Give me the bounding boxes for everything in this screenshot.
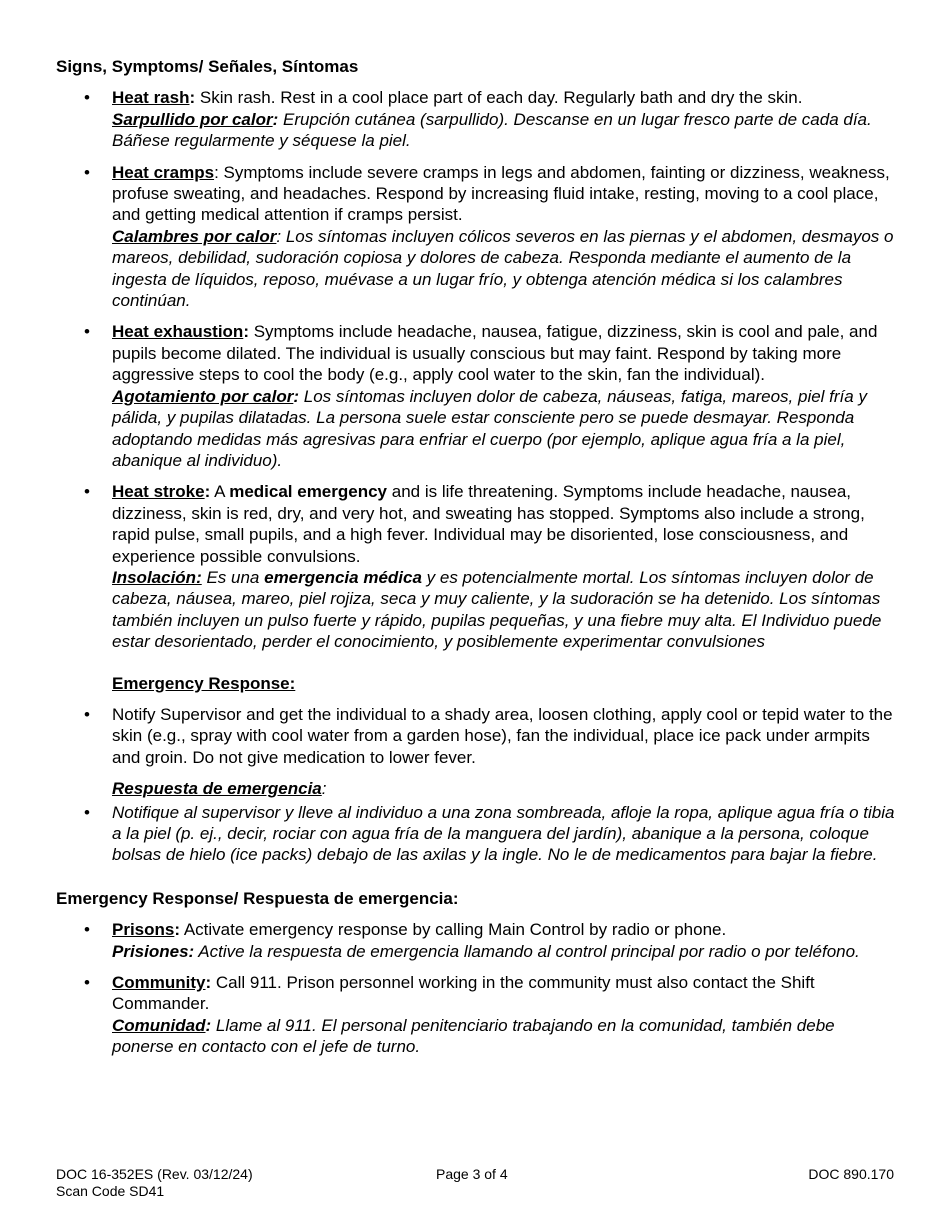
agotamiento-term: Agotamiento por calor — [112, 386, 294, 406]
prisiones-term: Prisiones: — [112, 941, 195, 961]
list-item-er-spanish — [56, 802, 896, 866]
signs-heading: Signs, Symptoms/ Señales, Síntomas — [56, 57, 359, 76]
calambres-text: : Los síntomas incluyen cólicos severos en las piernas y el abdomen, desmayos o mareos, debilidad, sudoración copiosa y dolores de cabeza. Responda mediante el aumento de la ingesta de líquidos, reposo, muévase a un lugar frío, y obtenga atención médica si los calambres continúan. — [112, 226, 894, 311]
prisons-text: Activate emergency response by calling Main Control by radio or phone. — [180, 920, 727, 940]
er-english-text: Notify Supervisor and get the individual to a shady area, loosen clothing, apply cool or tepid water to the skin (e.g., spray with cool water from a garden hose), fan the individual, place ice pack under armpits and groin. Do not give medication to lower fever. — [112, 704, 893, 767]
community-text: Call 911. Prison personnel working in the community must also contact the Shift Commander. — [112, 973, 815, 1014]
prisiones-text: Active la respuesta de emergencia llamando al control principal por radio o por teléfono. — [194, 941, 860, 961]
heat-stroke-colon: : — [204, 482, 211, 502]
policy-number: DOC 890.170 — [808, 1166, 894, 1182]
insolacion-text: y es potencialmente mortal. Los síntomas incluyen dolor de cabeza, náusea, mareo, piel rojiza, seca y muy caliente, y la sudoración se ha detenido. Los síntomas también incluyen un pulso fuerte y rápido, pupilas pequeñas, y una fiebre muy alta. El Individuo puede estar desorientado, perder el conocimiento, y posiblemente experimentar convulsiones — [112, 567, 882, 652]
list-item-er-english — [56, 704, 896, 768]
bullet-icon: • — [84, 482, 90, 502]
emergency-response-subheading: Emergency Response: — [112, 673, 296, 693]
bullet-icon: • — [84, 322, 90, 342]
bullet-icon: • — [84, 162, 90, 182]
sarpullido-term: Sarpullido por calor — [112, 109, 273, 129]
prisons-colon: : — [174, 920, 181, 940]
sarpullido-text: Erupción cutánea (sarpullido). Descanse en un lugar fresco parte de cada día. Báñese regularmente y séquese la piel. — [112, 109, 872, 151]
heat-stroke-spanish — [112, 567, 896, 653]
bullet-icon: • — [84, 920, 90, 940]
heat-rash-colon: : — [189, 88, 196, 108]
comunidad-text: Llame al 911. El personal penitenciario trabajando en la comunidad, también debe ponerse en contacto con el jefe de turno. — [112, 1015, 835, 1057]
heat-rash-text: Skin rash. Rest in a cool place part of each day. Regularly bath and dry the skin. — [195, 88, 803, 108]
symptoms-list — [56, 87, 896, 652]
heat-exhaustion-colon: : — [243, 322, 249, 342]
community-term: Community — [112, 973, 206, 993]
list-item-heat-rash — [56, 87, 896, 151]
heat-rash-spanish — [112, 109, 896, 152]
respuesta-colon: : — [321, 779, 327, 799]
er-spanish-text: Notifique al supervisor y lleve al individuo a una zona sombreada, afloje la ropa, aplique agua fría o tibia a la piel (p. ej., decir, rociar con agua fría de la manguera del jardín), abanique a la persona, coloque bolsas de hielo (ice packs) debajo de las axilas y la ingle. No le de medicamentos para bajar la fiebre. — [112, 802, 895, 865]
bullet-icon: • — [84, 973, 90, 993]
list-item-heat-cramps — [56, 162, 896, 312]
agotamiento-colon: : — [293, 386, 300, 406]
scan-code: Scan Code SD41 — [56, 1183, 165, 1199]
comunidad-term: Comunidad — [112, 1015, 206, 1035]
community-spanish — [112, 1015, 896, 1058]
heat-stroke-pre: A — [210, 482, 230, 502]
respuesta-subheading-wrap — [56, 778, 896, 799]
page-number: Page 3 of 4 — [436, 1166, 508, 1182]
calambres-term: Calambres por calor — [112, 226, 277, 246]
emergency-contacts-list — [56, 919, 896, 1057]
respuesta-subheading-line — [112, 779, 327, 798]
emergencia-medica-phrase: emergencia médica — [264, 567, 422, 587]
insolacion-term: Insolación: — [112, 567, 202, 587]
prisons-term: Prisons — [112, 920, 175, 940]
footer-left — [56, 1166, 253, 1200]
heat-cramps-text: : Symptoms include severe cramps in legs and abdomen, fainting or dizziness, weakness, profuse sweating, and headaches. Respond by increasing fluid intake, resting, moving to a cool place, and getting medical attention if cramps persist. — [112, 162, 890, 225]
heat-cramps-spanish — [112, 226, 896, 312]
medical-emergency-phrase: medical emergency — [229, 482, 388, 502]
emergency-heading: Emergency Response/ Respuesta de emergencia: — [56, 888, 459, 908]
heat-exhaustion-text: Symptoms include headache, nausea, fatigue, dizziness, skin is cool and pale, and pupils become dilated. The individual is usually conscious but may faint. Respond by taking more aggressive steps to cool the body (e.g., apply cool water to the skin, fan the individual). — [112, 322, 878, 385]
agotamiento-text: Los síntomas incluyen dolor de cabeza, náuseas, fatiga, mareos, piel fría y pálida, y pupilas dilatadas. La persona suele estar consciente pero se puede desmayar. Responda adoptando medidas más agresivas para enfriar el cuerpo (por ejemplo, aplique agua fría a la piel, abanique al individuo). — [112, 386, 867, 470]
heat-rash-term: Heat rash — [112, 88, 190, 108]
heat-cramps-term: Heat cramps — [112, 162, 215, 182]
prisons-spanish — [112, 941, 896, 962]
list-item-prisons — [56, 919, 896, 962]
emergency-response-subheading-wrap — [56, 663, 896, 704]
respuesta-list — [56, 802, 896, 866]
community-colon: : — [205, 973, 212, 993]
heat-stroke-term: Heat stroke — [112, 482, 205, 502]
heat-exhaustion-term: Heat exhaustion — [112, 322, 244, 342]
emergency-response-list — [56, 704, 896, 768]
respuesta-subheading: Respuesta de emergencia — [112, 779, 322, 799]
list-item-heat-exhaustion — [56, 321, 896, 471]
form-number: DOC 16-352ES (Rev. 03/12/24) — [56, 1166, 253, 1182]
bullet-icon: • — [84, 88, 90, 108]
sarpullido-colon: : — [272, 109, 279, 129]
insolacion-pre: Es una — [201, 567, 265, 587]
heat-stroke-text: and is life threatening. Symptoms include headache, nausea, dizziness, skin is red, dry, and very hot, and sweating has stopped. Symptoms also include a strong, rapid pulse, small pupils, and a high fever. Individual may be disoriented, lose consciousness, and experience possible convulsions. — [112, 482, 865, 566]
list-item-heat-stroke — [56, 481, 896, 652]
list-item-community — [56, 972, 896, 1058]
bullet-icon: • — [84, 802, 90, 822]
comunidad-colon: : — [205, 1015, 212, 1035]
bullet-icon: • — [84, 704, 90, 724]
heat-exhaustion-spanish — [112, 386, 896, 472]
page-content — [56, 56, 896, 1068]
